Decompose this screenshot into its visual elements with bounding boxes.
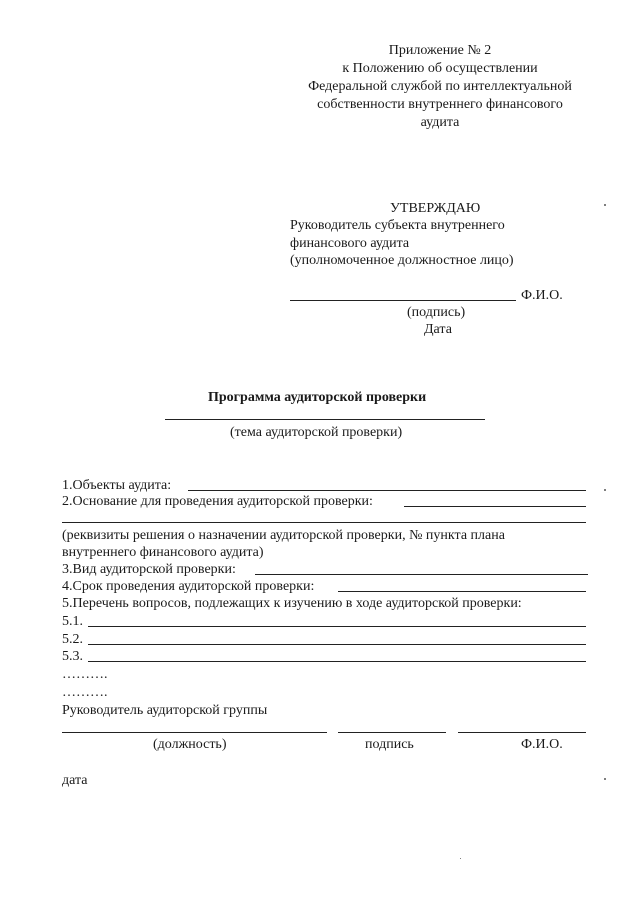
scan-speck xyxy=(604,778,606,780)
item-question-5-2-line xyxy=(88,644,586,645)
item-objects-label: 1.Объекты аудита: xyxy=(62,478,172,493)
signoff-fio-caption: Ф.И.О. xyxy=(521,737,563,752)
approval-role-line3: (уполномоченное должностное лицо) xyxy=(290,253,514,268)
signoff-position-line xyxy=(62,732,327,733)
program-title: Программа аудиторской проверки xyxy=(208,390,427,405)
approval-signature-caption: (подпись) xyxy=(407,305,466,320)
approval-fio: Ф.И.О. xyxy=(521,288,563,303)
program-topic-line xyxy=(165,419,485,420)
signoff-fio-line xyxy=(458,732,586,733)
signoff-leader-label: Руководитель аудиторской группы xyxy=(62,703,268,718)
scan-speck xyxy=(604,489,606,491)
program-topic-caption: (тема аудиторской проверки) xyxy=(230,425,403,440)
item-basis-fill-line xyxy=(404,506,586,507)
appendix-number: Приложение № 2 xyxy=(388,43,492,58)
signoff-signature-caption: подпись xyxy=(365,737,414,752)
approval-signature-line xyxy=(290,300,516,301)
item-type-label: 3.Вид аудиторской проверки: xyxy=(62,562,236,577)
item-basis-label: 2.Основание для проведения аудиторской проверки: xyxy=(62,494,373,509)
appendix-line-service: Федеральной службой по интеллектуальной xyxy=(308,79,572,94)
appendix-line-regulation: к Положению об осуществлении xyxy=(342,61,538,76)
item-ellipsis-2: ………. xyxy=(62,685,108,700)
item-question-5-2: 5.2. xyxy=(62,632,83,647)
approval-role-line2: финансового аудита xyxy=(290,236,410,251)
item-question-5-3: 5.3. xyxy=(62,649,83,664)
item-basis-continuation-line xyxy=(62,522,586,523)
appendix-line-audit: аудита xyxy=(420,115,460,130)
scan-speck xyxy=(460,858,461,859)
item-requisites-line2: внутреннего финансового аудита) xyxy=(62,545,264,560)
item-type-fill-line xyxy=(255,574,588,575)
item-question-5-1-line xyxy=(88,626,586,627)
item-requisites-line1: (реквизиты решения о назначении аудиторской проверки, № пункта плана xyxy=(62,528,505,543)
item-objects-fill-line xyxy=(188,490,586,491)
approval-heading: УТВЕРЖДАЮ xyxy=(390,201,481,216)
signoff-position-caption: (должность) xyxy=(153,737,227,752)
signoff-date-label: дата xyxy=(62,773,88,788)
item-term-label: 4.Срок проведения аудиторской проверки: xyxy=(62,579,315,594)
appendix-line-ownership: собственности внутреннего финансового xyxy=(317,97,563,112)
item-question-5-1: 5.1. xyxy=(62,614,83,629)
scan-speck xyxy=(604,204,606,206)
approval-date-caption: Дата xyxy=(424,322,452,337)
item-term-fill-line xyxy=(338,591,586,592)
item-questions-label: 5.Перечень вопросов, подлежащих к изучению в ходе аудиторской проверки: xyxy=(62,596,522,611)
signoff-signature-line xyxy=(338,732,446,733)
item-ellipsis-1: ………. xyxy=(62,667,108,682)
item-question-5-3-line xyxy=(88,661,586,662)
approval-role-line1: Руководитель субъекта внутреннего xyxy=(290,218,505,233)
